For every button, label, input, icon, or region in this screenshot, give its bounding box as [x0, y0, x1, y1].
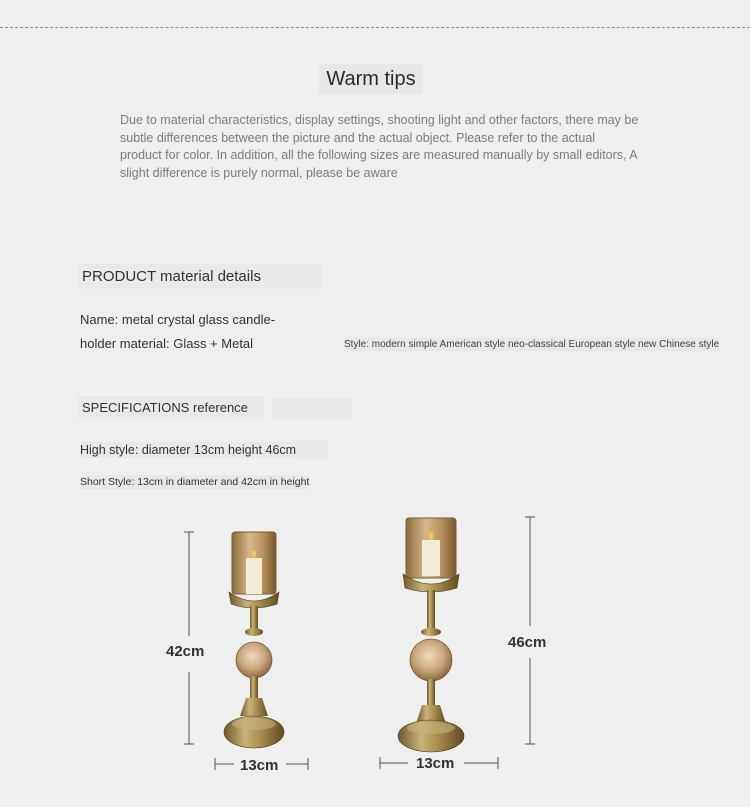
warm-tips-text: Due to material characteristics, display settings, shooting light and other factors, there may be subtle differences between the picture and the actual object. Please refer to the actual product for color. In addition, all the following sizes are measured manually by small editors, A slight difference is purely normal, please be aware — [120, 113, 639, 180]
decorative-block — [296, 440, 328, 460]
short-width-label: 13cm — [240, 757, 279, 774]
short-candle-holder — [224, 532, 284, 748]
product-material-title: PRODUCT material details — [78, 264, 322, 289]
product-name-material: Name: metal crystal glass candle-holder material: Glass + Metal — [80, 312, 276, 351]
tall-height-dimension — [525, 517, 535, 744]
warm-tips-title: Warm tips — [319, 64, 423, 94]
dashed-divider — [0, 27, 750, 28]
high-style-spec: High style: diameter 13cm height 46cm — [80, 443, 297, 457]
short-height-label: 42cm — [166, 643, 205, 660]
candle-holder-photo — [150, 510, 580, 800]
tall-candle-holder — [398, 518, 464, 752]
tall-width-label: 13cm — [416, 755, 455, 772]
tall-height-label: 46cm — [508, 634, 547, 651]
specifications-title: SPECIFICATIONS reference — [78, 396, 264, 419]
decorative-block — [272, 398, 352, 420]
product-style: Style: modern simple American style neo-classical European style new Chinese style — [344, 339, 720, 350]
short-style-spec: Short Style: 13cm in diameter and 42cm in height — [80, 476, 310, 488]
short-height-dimension — [184, 532, 194, 744]
